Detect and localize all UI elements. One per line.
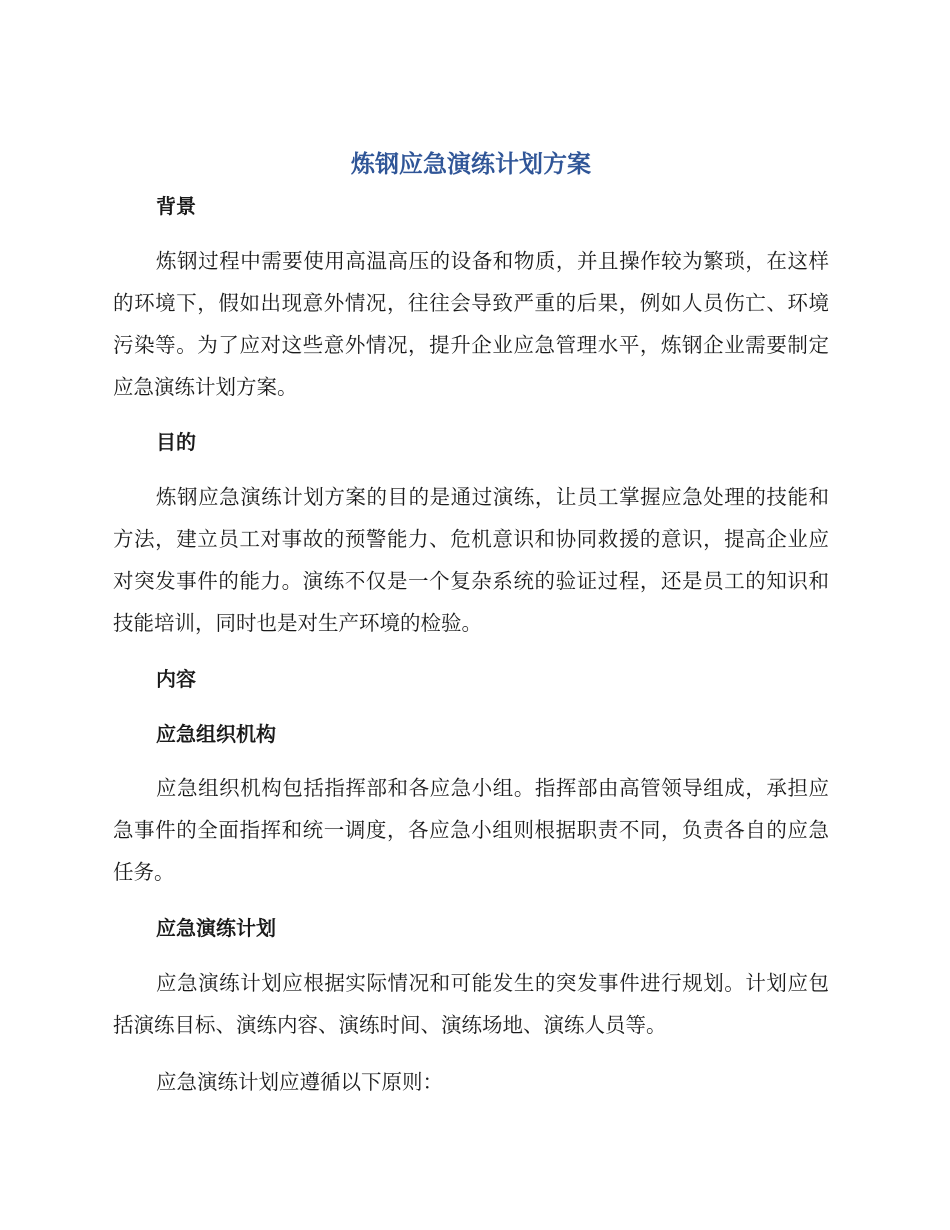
heading-purpose: 目的 (156, 430, 196, 454)
heading-plan: 应急演练计划 (156, 916, 276, 940)
paragraph-principles-intro: 应急演练计划应遵循以下原则： (156, 1070, 443, 1094)
heading-organization: 应急组织机构 (156, 722, 276, 746)
heading-content: 内容 (156, 667, 196, 691)
paragraph-background: 炼钢过程中需要使用高温高压的设备和物质，并且操作较为繁琐，在这样的环境下，假如出现意外情况，往往会导致严重的后果，例如人员伤亡、环境污染等。为了应对这些意外情况，提升企业应急管理水平，炼钢企业需要制定应急演练计划方案。 (113, 249, 829, 399)
paragraph-plan: 应急演练计划应根据实际情况和可能发生的突发事件进行规划。计划应包括演练目标、演练内容、演练时间、演练场地、演练人员等。 (113, 971, 829, 1037)
paragraph-purpose: 炼钢应急演练计划方案的目的是通过演练，让员工掌握应急处理的技能和方法，建立员工对事故的预警能力、危机意识和协同救援的意识，提高企业应对突发事件的能力。演练不仅是一个复杂系统的验证过程，还是员工的知识和技能培训，同时也是对生产环境的检验。 (113, 485, 829, 635)
document-title: 炼钢应急演练计划方案 (351, 150, 591, 178)
paragraph-organization: 应急组织机构包括指挥部和各应急小组。指挥部由高管领导组成，承担应急事件的全面指挥和统一调度，各应急小组则根据职责不同，负责各自的应急任务。 (113, 776, 829, 884)
heading-background: 背景 (156, 194, 196, 218)
